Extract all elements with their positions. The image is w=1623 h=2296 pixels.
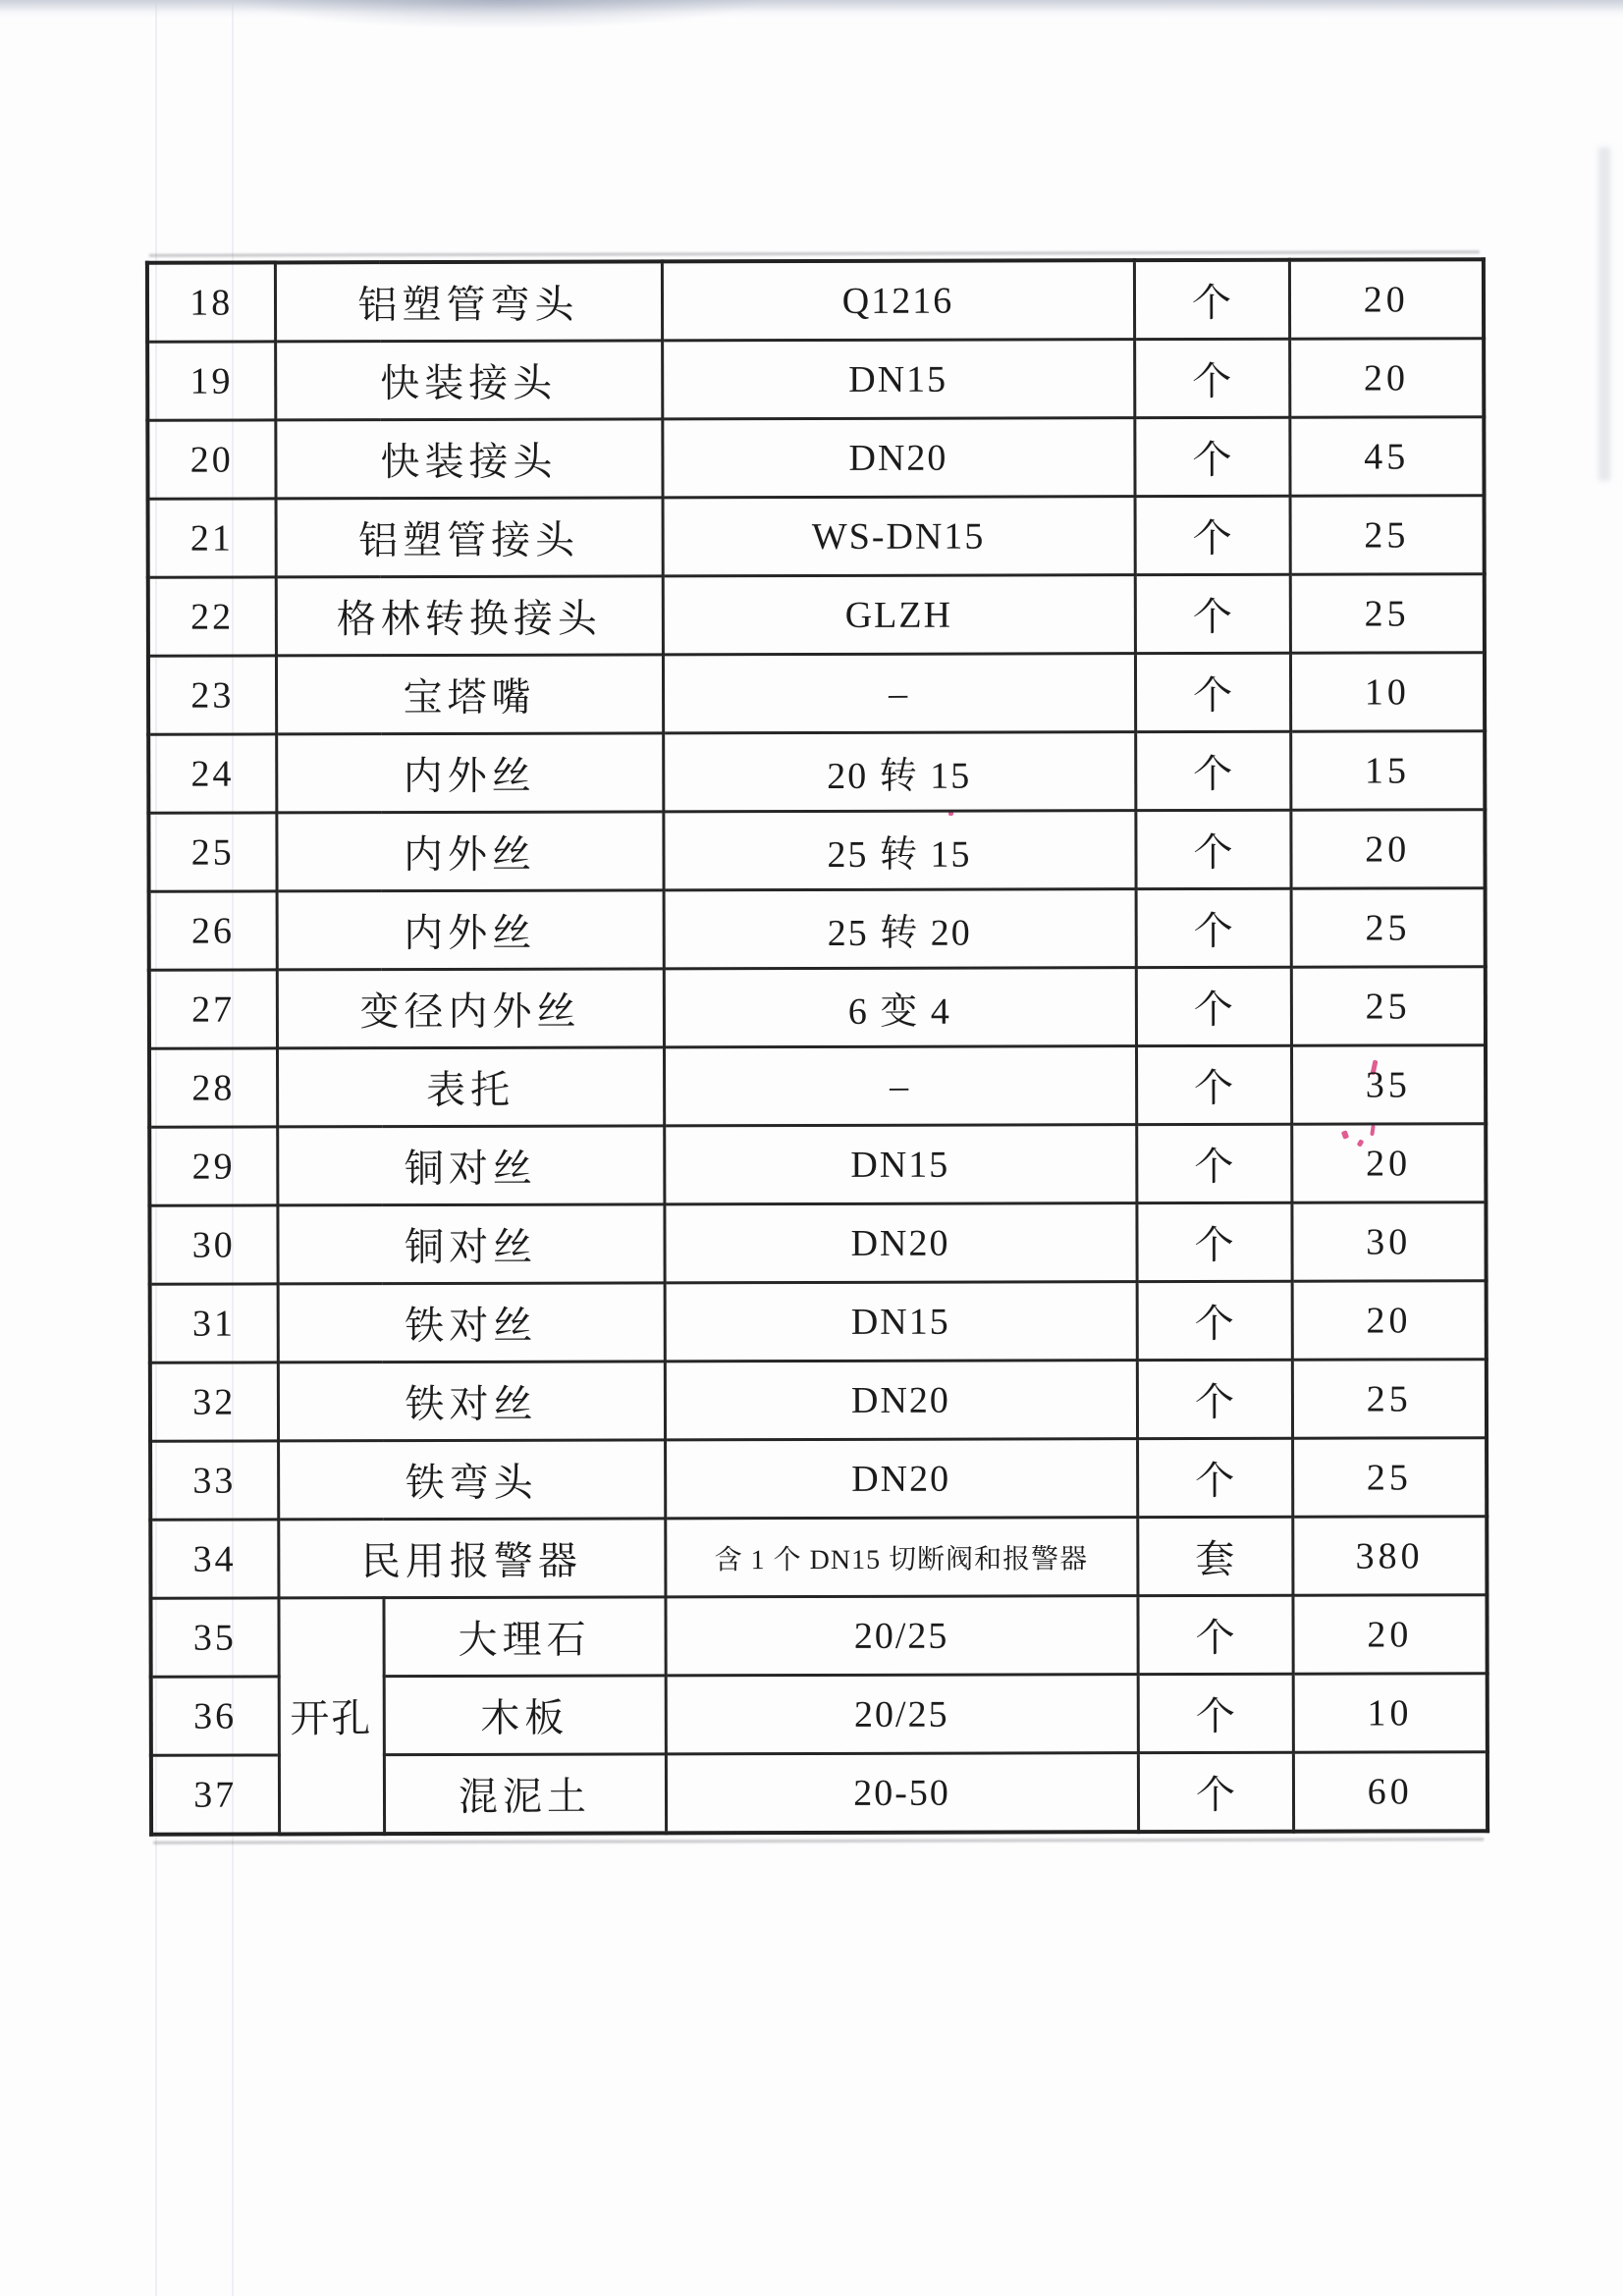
scan-edge-smudge-dark <box>236 0 766 29</box>
row-number-cell: 29 <box>149 1127 277 1205</box>
table-row <box>148 810 1485 892</box>
unit-cell: 个 <box>1135 653 1290 731</box>
spec-cell: 25 转 20 <box>664 889 1136 969</box>
group-cell-kaikong: 开孔 <box>278 1598 384 1835</box>
qty-cell: 25 <box>1290 574 1485 654</box>
spec-cell: DN20 <box>665 1439 1137 1519</box>
item-name-cell: 铝塑管弯头 <box>275 261 662 342</box>
spec-cell: 20/25 <box>666 1675 1138 1754</box>
unit-cell: 个 <box>1134 260 1289 340</box>
qty-cell: 35 <box>1291 1045 1486 1125</box>
scan-right-smudge <box>1598 147 1610 481</box>
item-name-cell: 宝塔嘴 <box>276 655 663 734</box>
spec-cell: DN15 <box>665 1282 1137 1362</box>
table-row <box>148 731 1485 814</box>
table-row <box>147 417 1484 500</box>
item-name-cell: 格林转换接头 <box>276 576 663 656</box>
qty-cell: 25 <box>1291 888 1486 968</box>
qty-cell: 20 <box>1292 1595 1487 1675</box>
qty-cell: 25 <box>1290 496 1485 575</box>
table-row <box>147 259 1484 342</box>
unit-cell: 个 <box>1137 1281 1292 1360</box>
qty-cell: 20 <box>1291 1124 1486 1203</box>
unit-cell: 个 <box>1136 1124 1291 1202</box>
item-name-cell: 铜对丝 <box>277 1204 664 1284</box>
item-name-cell: 内外丝 <box>276 812 663 891</box>
materials-table <box>145 257 1489 1837</box>
qty-cell: 25 <box>1291 967 1486 1046</box>
row-number-cell: 30 <box>149 1205 277 1284</box>
table-row <box>148 653 1485 735</box>
table-row <box>149 967 1486 1049</box>
spec-cell: 含 1 个 DN15 切断阀和报警器 <box>665 1518 1137 1597</box>
spec-cell: DN20 <box>664 1203 1136 1283</box>
row-number-cell: 27 <box>149 970 277 1048</box>
spec-cell: – <box>664 1046 1136 1126</box>
unit-cell: 个 <box>1135 574 1290 653</box>
table-row <box>150 1360 1487 1442</box>
table-row <box>150 1595 1487 1678</box>
item-name-cell: 大理石 <box>383 1597 665 1677</box>
qty-cell: 45 <box>1289 417 1484 497</box>
row-number-cell: 37 <box>151 1755 279 1835</box>
item-name-cell: 铝塑管接头 <box>276 498 663 577</box>
row-number-cell: 21 <box>148 499 276 577</box>
row-number-cell: 28 <box>149 1048 277 1127</box>
unit-cell: 个 <box>1136 1202 1291 1281</box>
row-number-cell: 19 <box>147 342 275 420</box>
qty-cell: 10 <box>1290 653 1485 732</box>
row-number-cell: 33 <box>150 1441 278 1520</box>
item-name-cell: 内外丝 <box>276 733 663 813</box>
row-number-cell: 25 <box>148 813 276 891</box>
item-name-cell: 内外丝 <box>277 890 664 970</box>
spec-cell: DN20 <box>662 418 1134 498</box>
unit-cell: 个 <box>1134 339 1289 417</box>
qty-cell: 25 <box>1292 1438 1487 1518</box>
spec-cell: DN20 <box>665 1361 1137 1440</box>
qty-cell: 20 <box>1290 810 1485 889</box>
spec-cell: GLZH <box>663 575 1135 655</box>
row-number-cell: 35 <box>150 1598 278 1677</box>
table-row <box>148 496 1485 578</box>
item-name-cell: 铁对丝 <box>278 1362 665 1441</box>
table-row <box>150 1517 1487 1599</box>
qty-cell: 60 <box>1293 1752 1488 1832</box>
materials-table-wrap <box>145 257 1488 1837</box>
row-number-cell: 20 <box>147 420 275 499</box>
table-row <box>150 1438 1487 1521</box>
unit-cell: 个 <box>1134 417 1289 496</box>
row-number-cell: 22 <box>148 577 276 656</box>
row-number-cell: 36 <box>151 1677 279 1755</box>
spec-cell: 20/25 <box>665 1596 1137 1676</box>
spec-cell: Q1216 <box>662 260 1134 341</box>
unit-cell: 个 <box>1137 1360 1292 1438</box>
item-name-cell: 表托 <box>277 1047 664 1127</box>
unit-cell: 个 <box>1138 1674 1293 1752</box>
qty-cell: 380 <box>1292 1517 1487 1596</box>
spec-cell: 20-50 <box>666 1753 1138 1834</box>
unit-cell: 个 <box>1135 731 1290 810</box>
qty-cell: 30 <box>1291 1202 1486 1282</box>
table-row <box>147 339 1484 421</box>
unit-cell: 个 <box>1135 810 1290 888</box>
table-row <box>150 1281 1487 1363</box>
item-name-cell: 混泥土 <box>384 1754 666 1834</box>
item-name-cell: 铜对丝 <box>277 1126 664 1205</box>
spec-cell: 20 转 15 <box>663 732 1135 812</box>
row-number-cell: 23 <box>148 656 276 734</box>
table-row <box>149 1045 1486 1128</box>
spec-cell: – <box>663 654 1135 733</box>
qty-cell: 15 <box>1290 731 1485 811</box>
qty-cell: 25 <box>1292 1360 1487 1439</box>
qty-cell: 20 <box>1292 1281 1487 1361</box>
spec-cell: 25 转 15 <box>663 811 1135 890</box>
table-row <box>149 1202 1486 1285</box>
qty-cell: 20 <box>1289 339 1484 418</box>
unit-cell: 个 <box>1136 1045 1291 1124</box>
item-name-cell: 变径内外丝 <box>277 969 664 1048</box>
row-number-cell: 32 <box>150 1362 278 1441</box>
row-number-cell: 31 <box>150 1284 278 1362</box>
item-name-cell: 铁弯头 <box>278 1440 665 1520</box>
item-name-cell: 快装接头 <box>275 341 662 420</box>
spec-cell: 6 变 4 <box>664 968 1136 1047</box>
unit-cell: 个 <box>1138 1752 1293 1832</box>
row-number-cell: 24 <box>148 734 276 813</box>
row-number-cell: 26 <box>149 891 277 970</box>
table-row <box>149 1124 1486 1206</box>
qty-cell: 20 <box>1289 259 1484 339</box>
table-row <box>149 888 1486 971</box>
row-number-cell: 34 <box>150 1520 278 1598</box>
item-name-cell: 木板 <box>384 1676 666 1755</box>
unit-cell: 个 <box>1135 496 1290 574</box>
table-row <box>148 574 1485 657</box>
item-name-cell: 民用报警器 <box>278 1519 665 1598</box>
spec-cell: DN15 <box>664 1125 1136 1204</box>
spec-cell: WS-DN15 <box>663 497 1135 576</box>
item-name-cell: 快装接头 <box>275 419 662 499</box>
unit-cell: 个 <box>1137 1595 1292 1674</box>
unit-cell: 个 <box>1137 1438 1292 1517</box>
unit-cell: 个 <box>1136 967 1291 1045</box>
unit-cell: 个 <box>1136 888 1291 967</box>
row-number-cell: 18 <box>147 262 275 342</box>
item-name-cell: 铁对丝 <box>278 1283 665 1362</box>
unit-cell: 套 <box>1137 1517 1292 1595</box>
spec-cell: DN15 <box>662 340 1134 419</box>
qty-cell: 10 <box>1293 1674 1488 1753</box>
